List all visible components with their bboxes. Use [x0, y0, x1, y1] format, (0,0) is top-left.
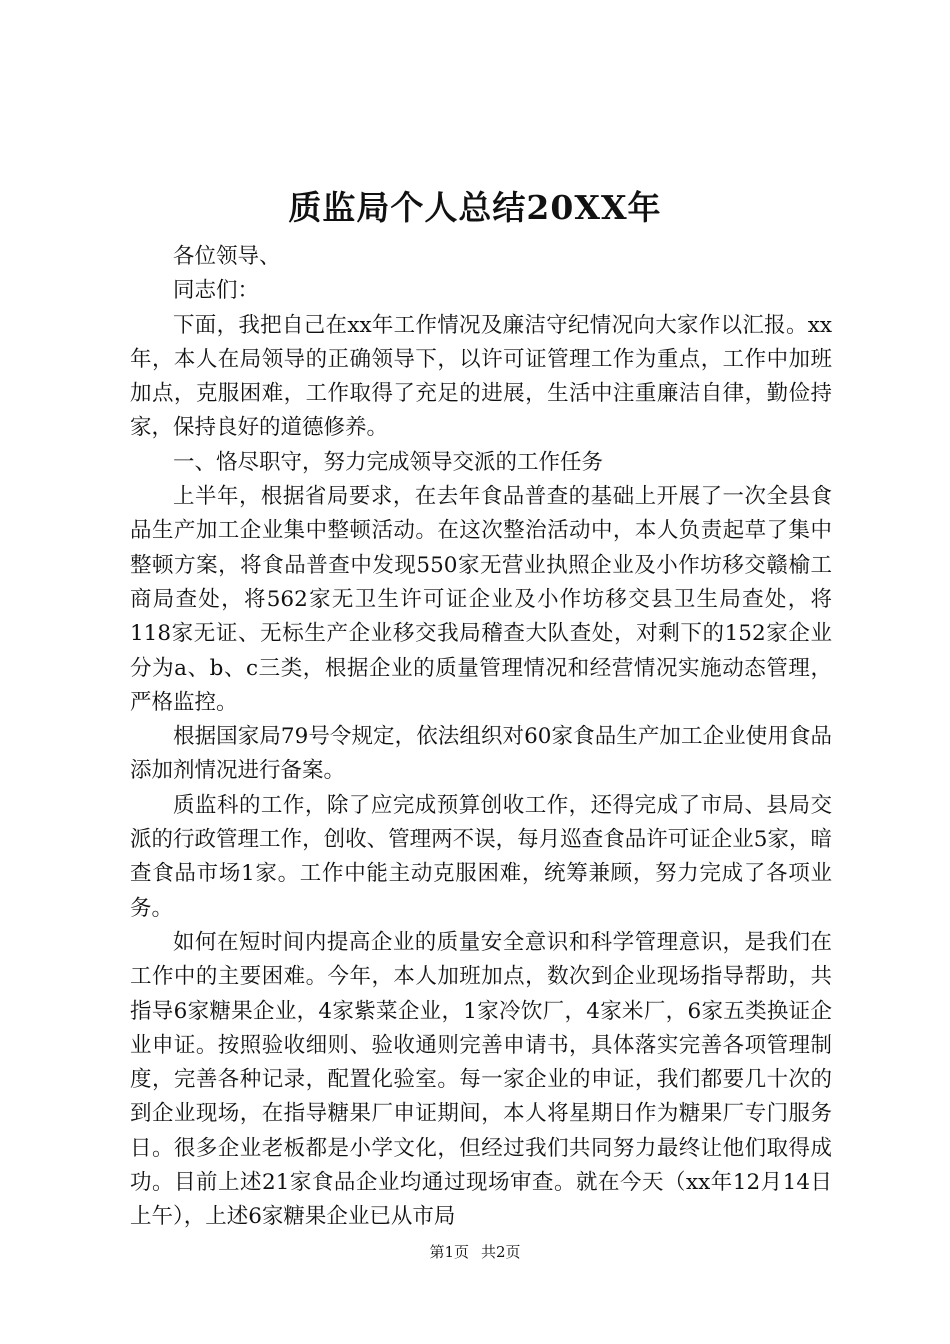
- section-heading: 一、恪尽职守，努力完成领导交派的工作任务: [173, 449, 604, 475]
- paragraph-intro: 下面，我把自己在xx年工作情况及廉洁守纪情况向大家作以汇报。xx年，本人在局领导的正确领导下，以许可证管理工作为重点，工作中加班加点，克服困难，工作取得了充足的进展，生活中注重廉洁自律，勤俭持家，保持良好的道德修养。: [130, 312, 832, 441]
- document-title: 质监局个人总结20XX年: [288, 188, 662, 227]
- page-total: 共2页: [481, 1243, 521, 1261]
- salutation-line-1: 各位领导、: [173, 244, 281, 269]
- salutation-line-2: 同志们：: [173, 278, 260, 304]
- paragraph-department-work: 质监科的工作，除了应完成预算创收工作，还得完成了市局、县局交派的行政管理工作，创收、管理两不误，每月巡查食品许可证企业5家，暗查食品市场1家。工作中能主动克服困难，统筹兼顾，努力完成了各项业务。: [130, 792, 832, 921]
- page-number: 第1页: [429, 1243, 469, 1261]
- page-footer: [0, 1242, 950, 1262]
- paragraph-rectification: 上半年，根据省局要求，在去年食品普查的基础上开展了一次全县食品生产加工企业集中整顿活动。在这次整治活动中，本人负责起草了集中整顿方案，将食品普查中发现550家无营业执照企业及小作坊移交赣榆工商局查处，将562家无卫生许可证企业及小作坊移交县卫生局查处，将118家无证、无标生产企业移交我局稽查大队查处，对剩下的152家企业分为a、b、c三类，根据企业的质量管理情况和经营情况实施动态管理，严格监控。: [130, 484, 832, 715]
- paragraph-difficulties: 如何在短时间内提高企业的质量安全意识和科学管理意识，是我们在工作中的主要困难。今年，本人加班加点，数次到企业现场指导帮助，共指导6家糖果企业，4家紫菜企业，1家冷饮厂，4家米厂，6家五类换证企业申证。按照验收细则、验收通则完善申请书，具体落实完善各项管理制度，完善各种记录，配置化验室。每一家企业的申证，我们都要几十次的到企业现场，在指导糖果厂申证期间，本人将星期日作为糖果厂专门服务日。很多企业老板都是小学文化，但经过我们共同努力最终让他们取得成功。目前上述21家食品企业均通过现场审查。就在今天（xx年12月14日上午），上述6家糖果企业已从市局: [130, 929, 832, 1230]
- paragraph-additives: 根据国家局79号令规定，依法组织对60家食品生产加工企业使用食品添加剂情况进行备案。: [130, 724, 832, 784]
- document-body: [130, 240, 832, 1235]
